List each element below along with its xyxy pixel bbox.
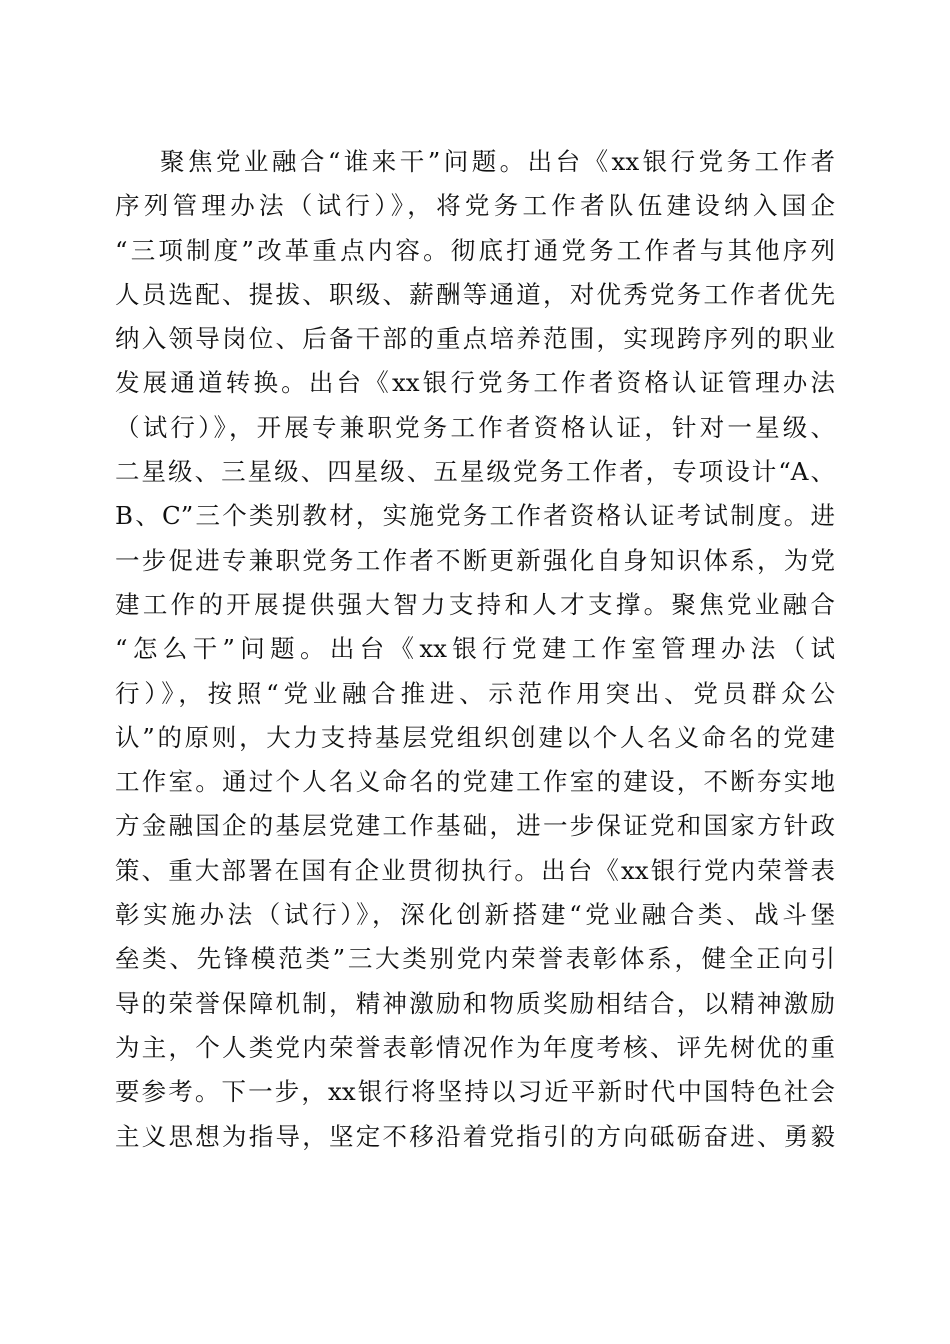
text-line: 建工作的开展提供强大智力支持和人才支撑。聚焦党业融合 [115,589,835,619]
text-line: 为主，个人类党内荣誉表彰情况作为年度考核、评先树优的重 [115,1032,835,1062]
text-line: 认”的原则，大力支持基层党组织创建以个人名义命名的党建 [115,722,835,752]
text-line: （试行）》，开展专兼职党务工作者资格认证，针对一星级、 [115,412,835,442]
body-paragraph [115,140,835,1159]
text-line: 策、重大部署在国有企业贯彻执行。出台《xx银行党内荣誉表 [115,855,835,885]
text-line: 彰实施办法（试行）》，深化创新搭建“党业融合类、战斗堡 [115,900,835,930]
text-line: “三项制度”改革重点内容。彻底打通党务工作者与其他序列 [115,235,835,265]
text-line: 一步促进专兼职党务工作者不断更新强化自身知识体系，为党 [115,545,835,575]
text-line: 二星级、三星级、四星级、五星级党务工作者，专项设计“A、 [115,457,835,487]
text-line: B、C”三个类别教材，实施党务工作者资格认证考试制度。进 [115,501,835,531]
text-line: 行）》，按照“党业融合推进、示范作用突出、党员群众公 [115,678,835,708]
text-line: 序列管理办法（试行）》，将党务工作者队伍建设纳入国企 [115,191,835,221]
text-line: 方金融国企的基层党建工作基础，进一步保证党和国家方针政 [115,811,835,841]
text-line: 发展通道转换。出台《xx银行党务工作者资格认证管理办法 [115,368,835,398]
text-line: 工作室。通过个人名义命名的党建工作室的建设，不断夯实地 [115,767,835,797]
text-line: 聚焦党业融合“谁来干”问题。出台《xx银行党务工作者 [160,147,835,176]
text-line: 导的荣誉保障机制，精神激励和物质奖励相结合，以精神激励 [115,988,835,1018]
text-line: 主义思想为指导，坚定不移沿着党指引的方向砥砺奋进、勇毅 [115,1121,835,1151]
text-line: 人员选配、提拔、职级、薪酬等通道，对优秀党务工作者优先 [115,279,835,309]
text-line: 垒类、先锋模范类”三大类别党内荣誉表彰体系，健全正向引 [115,944,835,974]
text-line: “怎么干”问题。出台《xx银行党建工作室管理办法（试 [115,634,835,664]
text-line: 要参考。下一步，xx银行将坚持以习近平新时代中国特色社会 [115,1077,835,1107]
text-line: 纳入领导岗位、后备干部的重点培养范围，实现跨序列的职业 [115,324,835,354]
